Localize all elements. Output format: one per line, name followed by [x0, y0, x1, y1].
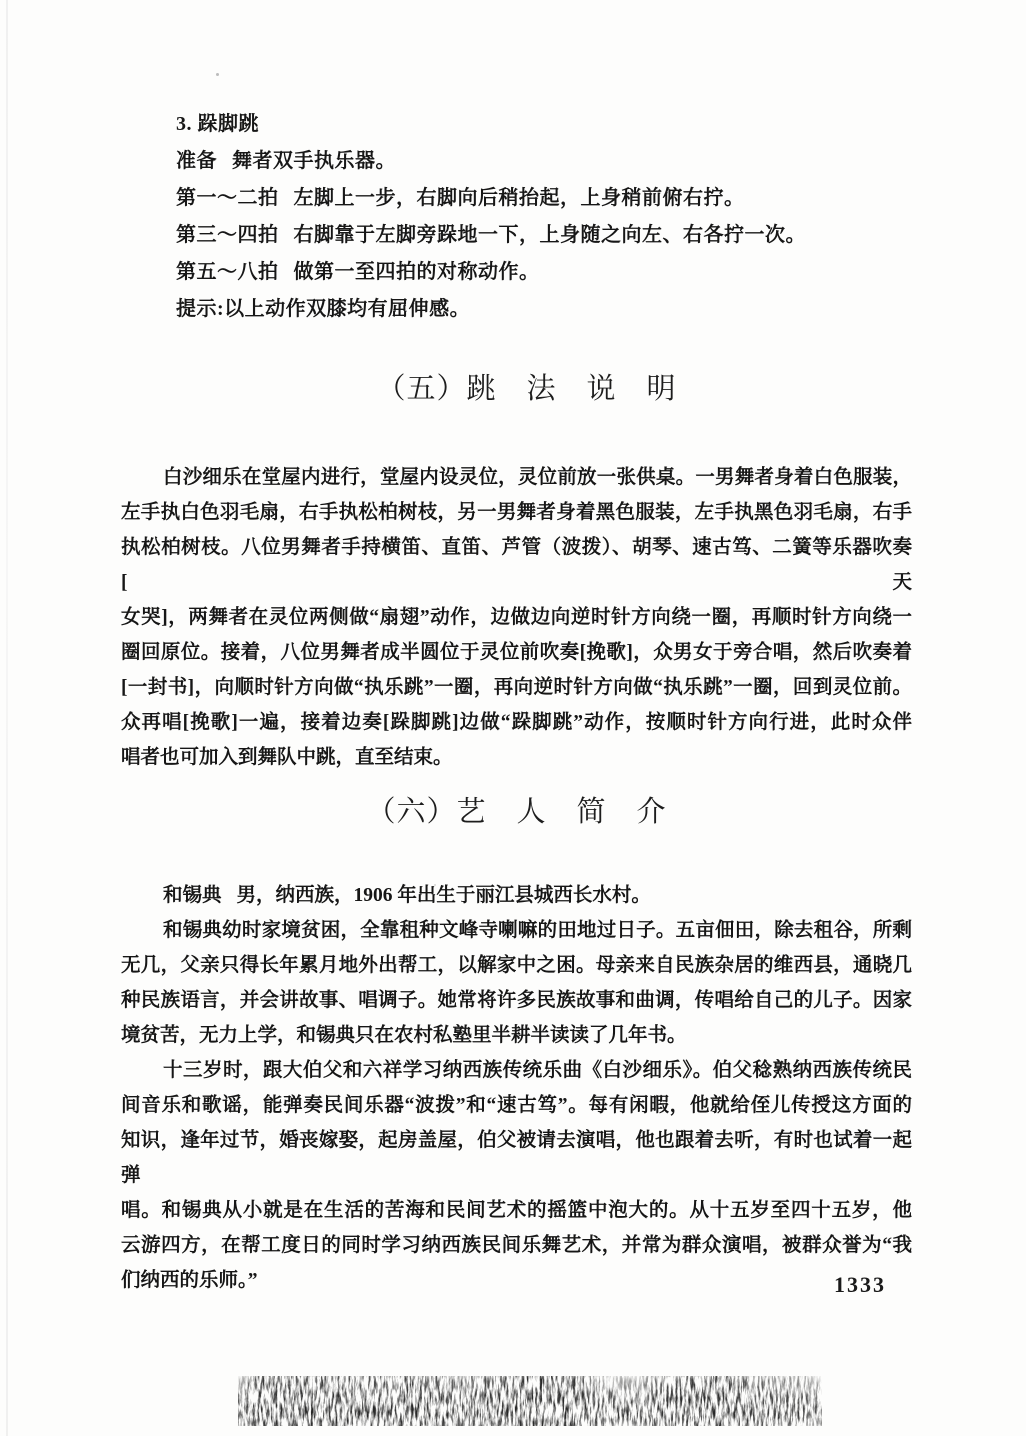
bio-line: 云游四方，在帮工度日的同时学习纳西族民间乐舞艺术，并常为群众演唱，被群众誉为“我 — [121, 1235, 912, 1256]
scan-noise-band — [238, 1376, 822, 1426]
step-text: 做第一至四拍的对称动作。 — [293, 261, 540, 283]
paragraph-line: 白沙细乐在堂屋内进行，堂屋内设灵位，灵位前放一张供桌。一男舞者身着白色服装， — [163, 467, 912, 488]
scan-speck — [216, 73, 219, 76]
paragraph-line: 圈回原位。接着，八位男舞者成半圆位于灵位前吹奏[挽歌]，众男女于旁合唱，然后吹奏着 — [121, 642, 912, 663]
step-label: 准备 — [176, 150, 217, 172]
movement-step-line — [176, 254, 806, 291]
bio-line: 间音乐和歌谣，能弹奏民间乐器“波拨”和“速古笃”。每有闲暇，他就给侄儿传授这方面的 — [121, 1095, 912, 1116]
step-text: 舞者双手执乐器。 — [232, 150, 396, 172]
artist-biography-paragraphs — [121, 878, 912, 1298]
artist-intro-text: 男，纳西族，1906 年出生于丽江县城西长水村。 — [236, 885, 651, 906]
bio-line: 唱。和锡典从小就是在生活的苦海和民间艺术的摇篮中泡大的。从十五岁至四十五岁，他 — [121, 1200, 912, 1221]
bio-line: 知识，逢年过节，婚丧嫁娶，起房盖屋，伯父被请去演唱，他也跟着去听，有时也试着一起弹 — [121, 1130, 912, 1186]
paragraph-line: [一封书]，向顺时针方向做“执乐跳”一圈，再向逆时针方向做“执乐跳”一圈，回到灵位前。 — [121, 677, 912, 698]
movement-title: 3. 跺脚跳 — [176, 113, 259, 135]
section6-heading: （六）艺 人 简 介 — [366, 796, 667, 828]
bio-line: 和锡典幼时家境贫困，全靠租种文峰寺喇嘛的田地过日子。五亩佃田，除去租谷，所剩 — [163, 920, 912, 941]
movement-step-line — [176, 217, 806, 254]
artist-name-line — [121, 878, 912, 913]
step-label: 提示: — [176, 298, 225, 320]
bio-line: 十三岁时，跟大伯父和六祥学习纳西族传统乐曲《白沙细乐》。伯父稔熟纳西族传统民 — [163, 1060, 912, 1081]
step-label: 第三～四拍 — [176, 224, 279, 246]
movement-step-line — [176, 291, 806, 328]
page-number: 1333 — [834, 1272, 886, 1297]
paragraph-line: 执松柏树枝。八位男舞者手持横笛、直笛、芦管（波拨）、胡琴、速古笃、二簧等乐器吹奏[天 — [121, 537, 912, 593]
step-text: 左脚上一步，右脚向后稍抬起，上身稍前俯右拧。 — [293, 187, 745, 209]
step-text: 右脚靠于左脚旁跺地一下，上身随之向左、右各拧一次。 — [293, 224, 806, 246]
paragraph-line: 众再唱[挽歌]一遍，接着边奏[跺脚跳]边做“跺脚跳”动作，按顺时针方向行进，此时众伴 — [121, 712, 912, 733]
paragraph-line: 女哭]，两舞者在灵位两侧做“扇翅”动作，边做边向逆时针方向绕一圈，再顺时针方向绕一 — [121, 607, 912, 628]
paragraph-line: 唱者也可加入到舞队中跳，直至结束。 — [121, 747, 453, 768]
page-edge-shadow — [6, 0, 8, 1436]
paragraph-line: 左手执白色羽毛扇，右手执松柏树枝，另一男舞者身着黑色服装，左手执黑色羽毛扇，右手 — [121, 502, 912, 523]
movement-step-line — [176, 180, 806, 217]
dance-description-paragraph — [121, 460, 912, 775]
artist-name: 和锡典 — [163, 885, 222, 906]
step-text: 以上动作双膝均有屈伸感。 — [224, 298, 471, 320]
step-label: 第一～二拍 — [176, 187, 279, 209]
bio-line: 种民族语言，并会讲故事、唱调子。她常将许多民族故事和曲调，传唱给自己的儿子。因家 — [121, 990, 912, 1011]
section5-heading: （五）跳 法 说 明 — [376, 373, 677, 405]
step-label: 第五～八拍 — [176, 261, 279, 283]
bio-line: 无几，父亲只得长年累月地外出帮工，以解家中之困。母亲来自民族杂居的维西县，通晓几 — [121, 955, 912, 976]
movement-notation-section — [176, 106, 806, 328]
bio-line: 境贫苦，无力上学，和锡典只在农村私塾里半耕半读读了几年书。 — [121, 1025, 687, 1046]
bio-line: 们纳西的乐师。” — [121, 1270, 258, 1291]
movement-step-line — [176, 143, 806, 180]
